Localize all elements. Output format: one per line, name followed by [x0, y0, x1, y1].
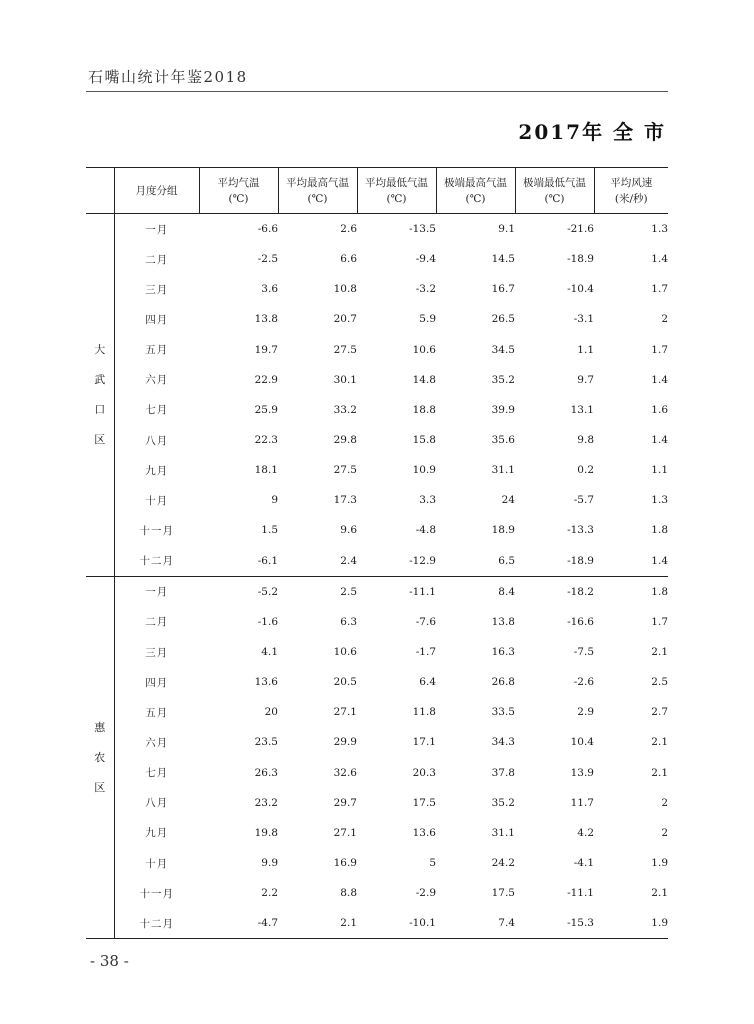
- value-cell: -1.7: [415, 646, 436, 659]
- value-cell: -11.1: [409, 585, 436, 598]
- value-cell: 10.6: [333, 646, 357, 659]
- value-cell: -5.2: [257, 585, 278, 598]
- value-cell: 2.9: [577, 706, 594, 719]
- value-cell: 16.9: [333, 857, 357, 870]
- value-cell: 2.5: [340, 585, 357, 598]
- value-cell: 1.9: [651, 857, 668, 870]
- value-cell: -9.4: [415, 253, 436, 266]
- value-cell: 9: [271, 494, 278, 507]
- value-cell: 13.9: [570, 766, 594, 779]
- value-cell: -2.9: [415, 887, 436, 900]
- value-cell: 25.9: [254, 403, 278, 416]
- table-row: [86, 697, 668, 727]
- table-body: [86, 214, 668, 939]
- value-cell: -3.2: [415, 283, 436, 296]
- column-header-unit: (℃): [307, 192, 328, 205]
- value-cell: 23.2: [254, 796, 278, 809]
- value-cell: 35.2: [491, 796, 515, 809]
- table-row: [86, 758, 668, 788]
- value-cell: 24: [501, 494, 515, 507]
- month-cell: 八月: [145, 797, 169, 810]
- column-header-0: [86, 168, 114, 214]
- month-cell: 十二月: [114, 546, 199, 577]
- column-header-label: 平均风速: [610, 176, 653, 189]
- header-row: [86, 168, 668, 214]
- value-cell: 35.2: [491, 373, 515, 386]
- month-cell: 四月: [145, 676, 169, 689]
- value-cell: 19.8: [254, 826, 278, 839]
- month-cell: 十月: [145, 857, 169, 870]
- month-cell: 一月: [145, 586, 169, 599]
- month-cell: 六月: [145, 736, 169, 749]
- value-cell: 20.5: [333, 676, 357, 689]
- value-cell: 2: [661, 826, 668, 839]
- value-cell: 34.3: [491, 736, 515, 749]
- month-cell: 七月: [145, 767, 169, 780]
- value-cell: 24.2: [491, 857, 515, 870]
- value-cell: 13.8: [491, 615, 515, 628]
- value-cell: 11.7: [570, 796, 594, 809]
- value-cell: 2.1: [651, 887, 668, 900]
- value-cell: 37.8: [491, 766, 515, 779]
- value-cell: 13.6: [254, 676, 278, 689]
- district-cell: [86, 214, 114, 577]
- value-cell: 20.7: [333, 313, 357, 326]
- running-header: 石嘴山统计年鉴2018: [88, 68, 248, 86]
- value-cell: 35.6: [491, 434, 515, 447]
- value-cell: -7.5: [573, 646, 594, 659]
- value-cell: 2.5: [651, 676, 668, 689]
- month-cell: 三月: [145, 283, 169, 296]
- value-cell: 3.6: [261, 283, 278, 296]
- value-cell: -4.8: [415, 524, 436, 537]
- table-row: [86, 727, 668, 757]
- column-header-unit: (℃): [465, 192, 486, 205]
- value-cell: 6.5: [436, 546, 515, 577]
- value-cell: 9.8: [577, 434, 594, 447]
- value-cell: 9.1: [498, 223, 515, 236]
- table-row: [86, 607, 668, 637]
- month-cell: 五月: [145, 706, 169, 719]
- value-cell: 1.7: [651, 343, 668, 356]
- value-cell: 5.9: [419, 313, 436, 326]
- month-cell: 二月: [145, 616, 169, 629]
- column-header-unit: (℃): [386, 192, 407, 205]
- value-cell: -15.3: [515, 908, 594, 939]
- table-row: [86, 667, 668, 697]
- value-cell: 22.3: [254, 434, 278, 447]
- section-title: 2017年 全 市: [518, 120, 666, 144]
- value-cell: 9.7: [577, 373, 594, 386]
- value-cell: 15.8: [412, 434, 436, 447]
- month-cell: 十一月: [139, 524, 174, 537]
- column-header-label: 平均最高气温: [286, 176, 349, 189]
- value-cell: 13.6: [412, 826, 436, 839]
- value-cell: 33.5: [491, 706, 515, 719]
- table-row: [86, 455, 668, 485]
- value-cell: 0.2: [577, 464, 594, 477]
- value-cell: -5.7: [573, 494, 594, 507]
- value-cell: 26.8: [491, 676, 515, 689]
- value-cell: 30.1: [333, 373, 357, 386]
- value-cell: -18.9: [515, 546, 594, 577]
- value-cell: 6.4: [419, 676, 436, 689]
- value-cell: 10.4: [570, 736, 594, 749]
- value-cell: -11.1: [567, 887, 594, 900]
- column-header-unit: (℃): [544, 192, 565, 205]
- column-header-label: 月度分组: [135, 184, 178, 197]
- value-cell: -13.5: [409, 223, 436, 236]
- table-row: [86, 304, 668, 334]
- value-cell: 2: [661, 796, 668, 809]
- table-row: [86, 244, 668, 274]
- value-cell: 7.4: [436, 908, 515, 939]
- month-cell: 一月: [145, 223, 169, 236]
- value-cell: 10.9: [412, 464, 436, 477]
- value-cell: 27.1: [333, 826, 357, 839]
- value-cell: 1.6: [651, 403, 668, 416]
- value-cell: 3.3: [419, 494, 436, 507]
- value-cell: 10.8: [333, 283, 357, 296]
- table-row: [86, 637, 668, 667]
- value-cell: 1.4: [651, 253, 668, 266]
- value-cell: 5: [429, 857, 436, 870]
- value-cell: -21.6: [567, 223, 594, 236]
- value-cell: 33.2: [333, 403, 357, 416]
- column-header-unit: (℃): [228, 192, 249, 205]
- page-number: - 38 -: [90, 952, 129, 970]
- value-cell: -13.3: [567, 524, 594, 537]
- month-cell: 二月: [145, 253, 169, 266]
- value-cell: 20: [264, 706, 278, 719]
- header-rule: [86, 91, 668, 92]
- column-header-label: 平均最低气温: [365, 176, 428, 189]
- table-row: [86, 425, 668, 455]
- value-cell: -16.6: [567, 615, 594, 628]
- value-cell: -18.2: [567, 585, 594, 598]
- value-cell: 1.4: [651, 434, 668, 447]
- value-cell: 39.9: [491, 403, 515, 416]
- value-cell: 2.2: [261, 887, 278, 900]
- value-cell: 20.3: [412, 766, 436, 779]
- value-cell: 29.9: [333, 736, 357, 749]
- column-header-4: [357, 168, 436, 214]
- table-row: [86, 788, 668, 818]
- month-cell: 三月: [145, 646, 169, 659]
- month-cell: 七月: [145, 404, 169, 417]
- table-row: [86, 576, 668, 607]
- value-cell: 26.3: [254, 766, 278, 779]
- table-row: [86, 908, 668, 939]
- value-cell: 9.9: [261, 857, 278, 870]
- column-header-3: [278, 168, 357, 214]
- table-row: [86, 546, 668, 577]
- value-cell: 6.6: [340, 253, 357, 266]
- value-cell: -18.9: [567, 253, 594, 266]
- value-cell: -6.6: [257, 223, 278, 236]
- value-cell: 1.9: [594, 908, 668, 939]
- value-cell: 18.9: [491, 524, 515, 537]
- column-header-label: 极端最低气温: [523, 176, 586, 189]
- value-cell: -7.6: [415, 615, 436, 628]
- table-header: [86, 168, 668, 214]
- value-cell: 18.1: [254, 464, 278, 477]
- value-cell: 14.8: [412, 373, 436, 386]
- value-cell: 13.8: [254, 313, 278, 326]
- month-cell: 四月: [145, 313, 169, 326]
- value-cell: 6.3: [340, 615, 357, 628]
- column-header-1: [114, 168, 199, 214]
- table-row: [86, 515, 668, 545]
- district-name: 大武口区: [94, 342, 106, 446]
- month-cell: 十一月: [139, 887, 174, 900]
- column-header-label: 平均气温: [217, 176, 260, 189]
- value-cell: 11.8: [412, 706, 436, 719]
- month-cell: 十月: [145, 494, 169, 507]
- month-cell: 八月: [145, 434, 169, 447]
- value-cell: 2.1: [278, 908, 357, 939]
- column-header-label: 极端最高气温: [444, 176, 507, 189]
- value-cell: 8.8: [340, 887, 357, 900]
- value-cell: -10.4: [567, 283, 594, 296]
- value-cell: 27.5: [333, 464, 357, 477]
- climate-table: [86, 167, 668, 939]
- value-cell: -3.1: [573, 313, 594, 326]
- value-cell: 14.5: [491, 253, 515, 266]
- value-cell: 10.6: [412, 343, 436, 356]
- value-cell: 2.7: [651, 706, 668, 719]
- value-cell: 2.4: [278, 546, 357, 577]
- value-cell: 2.1: [651, 646, 668, 659]
- value-cell: 29.7: [333, 796, 357, 809]
- value-cell: 1.7: [651, 615, 668, 628]
- value-cell: 2.1: [651, 736, 668, 749]
- value-cell: 17.5: [412, 796, 436, 809]
- table-row: [86, 818, 668, 848]
- table-row: [86, 485, 668, 515]
- value-cell: 9.6: [340, 524, 357, 537]
- value-cell: 22.9: [254, 373, 278, 386]
- value-cell: 1.5: [261, 524, 278, 537]
- month-cell: 五月: [145, 344, 169, 357]
- value-cell: 1.3: [651, 223, 668, 236]
- value-cell: 26.5: [491, 313, 515, 326]
- value-cell: 31.1: [491, 464, 515, 477]
- month-cell: 十二月: [114, 908, 199, 939]
- value-cell: -4.1: [573, 857, 594, 870]
- value-cell: 17.3: [333, 494, 357, 507]
- column-header-2: [199, 168, 278, 214]
- value-cell: 16.3: [491, 646, 515, 659]
- table-row: [86, 395, 668, 425]
- value-cell: -12.9: [357, 546, 436, 577]
- value-cell: 18.8: [412, 403, 436, 416]
- value-cell: 19.7: [254, 343, 278, 356]
- table-row: [86, 214, 668, 245]
- table-row: [86, 274, 668, 304]
- value-cell: 27.1: [333, 706, 357, 719]
- column-header-7: [594, 168, 668, 214]
- value-cell: 17.5: [491, 887, 515, 900]
- value-cell: 1.4: [594, 546, 668, 577]
- value-cell: 4.2: [577, 826, 594, 839]
- value-cell: 8.4: [498, 585, 515, 598]
- table-row: [86, 878, 668, 908]
- value-cell: -1.6: [257, 615, 278, 628]
- table-row: [86, 335, 668, 365]
- month-cell: 九月: [145, 464, 169, 477]
- value-cell: 32.6: [333, 766, 357, 779]
- value-cell: 29.8: [333, 434, 357, 447]
- value-cell: -2.6: [573, 676, 594, 689]
- table-row: [86, 365, 668, 395]
- value-cell: 16.7: [491, 283, 515, 296]
- value-cell: 2.6: [340, 223, 357, 236]
- month-cell: 六月: [145, 374, 169, 387]
- value-cell: -2.5: [257, 253, 278, 266]
- value-cell: 23.5: [254, 736, 278, 749]
- value-cell: 2: [661, 313, 668, 326]
- value-cell: 4.1: [261, 646, 278, 659]
- value-cell: 27.5: [333, 343, 357, 356]
- column-header-unit: (米/秒): [614, 192, 648, 205]
- column-header-5: [436, 168, 515, 214]
- district-cell: [86, 576, 114, 939]
- value-cell: 1.1: [577, 343, 594, 356]
- value-cell: 1.1: [651, 464, 668, 477]
- value-cell: 1.3: [651, 494, 668, 507]
- value-cell: 1.7: [651, 283, 668, 296]
- column-header-6: [515, 168, 594, 214]
- value-cell: 2.1: [651, 766, 668, 779]
- value-cell: 17.1: [412, 736, 436, 749]
- value-cell: 1.4: [651, 373, 668, 386]
- value-cell: 34.5: [491, 343, 515, 356]
- value-cell: 1.8: [651, 585, 668, 598]
- value-cell: 13.1: [570, 403, 594, 416]
- district-name: 惠农区: [94, 720, 106, 794]
- month-cell: 九月: [145, 827, 169, 840]
- value-cell: 31.1: [491, 826, 515, 839]
- value-cell: -10.1: [357, 908, 436, 939]
- value-cell: -6.1: [199, 546, 278, 577]
- table-row: [86, 848, 668, 878]
- value-cell: 1.8: [651, 524, 668, 537]
- value-cell: -4.7: [199, 908, 278, 939]
